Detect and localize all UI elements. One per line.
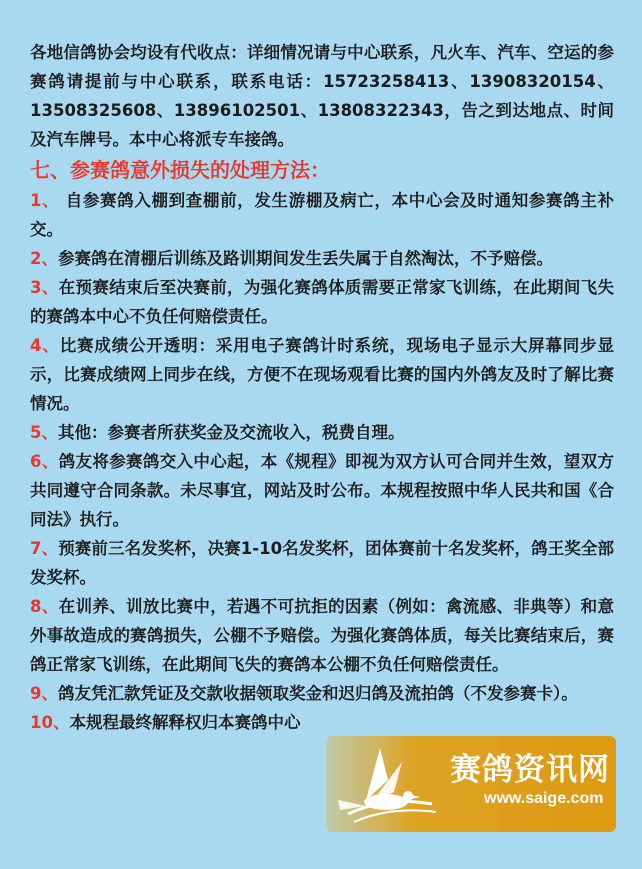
rule-number: 5、 (30, 423, 58, 442)
rule-text: 比赛成绩公开透明：采用电子赛鸽计时系统，现场电子显示大屏幕同步显示，比赛成绩网上同步在线，方便不在现场观看比赛的国内外鸽友及时了解比赛情况。 (30, 336, 615, 413)
rule-item-4 (30, 331, 614, 418)
rule-number: 4、 (30, 336, 60, 355)
rule-text: 自参赛鸽入棚到查棚前，发生游棚及病亡，本中心会及时通知参赛鸽主补交。 (30, 191, 614, 239)
rule-number: 6、 (30, 452, 59, 471)
site-watermark (326, 736, 616, 832)
rule-number: 8、 (30, 597, 59, 616)
rule-number: 7、 (30, 539, 59, 558)
intro-paragraph: 各地信鸽协会均设有代收点：详细情况请与中心联系，凡火车、汽车、空运的参赛鸽请提前与中心联系，联系电话：15723258413、13908320154、13508325608、13896102501、13808322343，告之到达地点、时间及汽车牌号。本中心将派专车接鸽。 (30, 43, 614, 149)
rule-text: 本规程最终解释权归本赛鸽中心 (69, 713, 301, 732)
rule-item-8 (30, 592, 614, 679)
rule-item-5 (30, 418, 614, 447)
rule-item-7 (30, 534, 614, 592)
section-title: 七、参赛鸽意外损失的处理方法： (30, 158, 330, 182)
rule-text: 在训养、训放比赛中，若遇不可抗拒的因素（例如：禽流感、非典等）和意外事故造成的赛鸽损失，公棚不予赔偿。为强化赛鸽体质，每关比赛结束后，赛鸽正常家飞训练，在此期间飞失的赛鸽本公棚不负任何赔偿责任。 (30, 597, 615, 674)
rule-text: 预赛前三名发奖杯，决赛1-10名发奖杯，团体赛前十名发奖杯，鸽王奖全部发奖杯。 (30, 539, 615, 587)
rule-item-2 (30, 244, 614, 273)
rule-number: 2、 (30, 249, 58, 268)
rule-item-1 (30, 186, 614, 244)
rule-item-6 (30, 447, 614, 534)
rule-text: 参赛鸽在清棚后训练及路训期间发生丢失属于自然淘汰，不予赔偿。 (57, 249, 553, 268)
rule-text: 在预赛结束后至决赛前，为强化赛鸽体质需要正常家飞训练，在此期间飞失的赛鸽本中心不负任何赔偿责任。 (30, 278, 615, 326)
watermark-url: www.saige.com (484, 790, 604, 807)
watermark-site-name: 赛鸽资讯网 (450, 752, 610, 788)
rule-number: 10、 (30, 713, 70, 732)
regulation-document (30, 38, 614, 737)
rule-number: 1、 (30, 191, 60, 210)
rule-text: 鸽友将参赛鸽交入中心起，本《规程》即视为双方认可合同并生效，望双方共同遵守合同条款。未尽事宜，网站及时公布。本规程按照中华人民共和国《合同法》执行。 (30, 452, 615, 529)
rule-number: 3、 (30, 278, 59, 297)
pigeon-logo-icon (332, 740, 440, 830)
rule-text: 其他：参赛者所获奖金及交流收入，税费自理。 (57, 423, 405, 442)
rule-text: 鸽友凭汇款凭证及交款收据领取奖金和迟归鸽及流拍鸽（不发参赛卡）。 (57, 684, 578, 703)
rule-item-10 (30, 708, 614, 737)
rule-item-9 (30, 679, 614, 708)
rule-number: 9、 (30, 684, 58, 703)
rule-item-3 (30, 273, 614, 331)
